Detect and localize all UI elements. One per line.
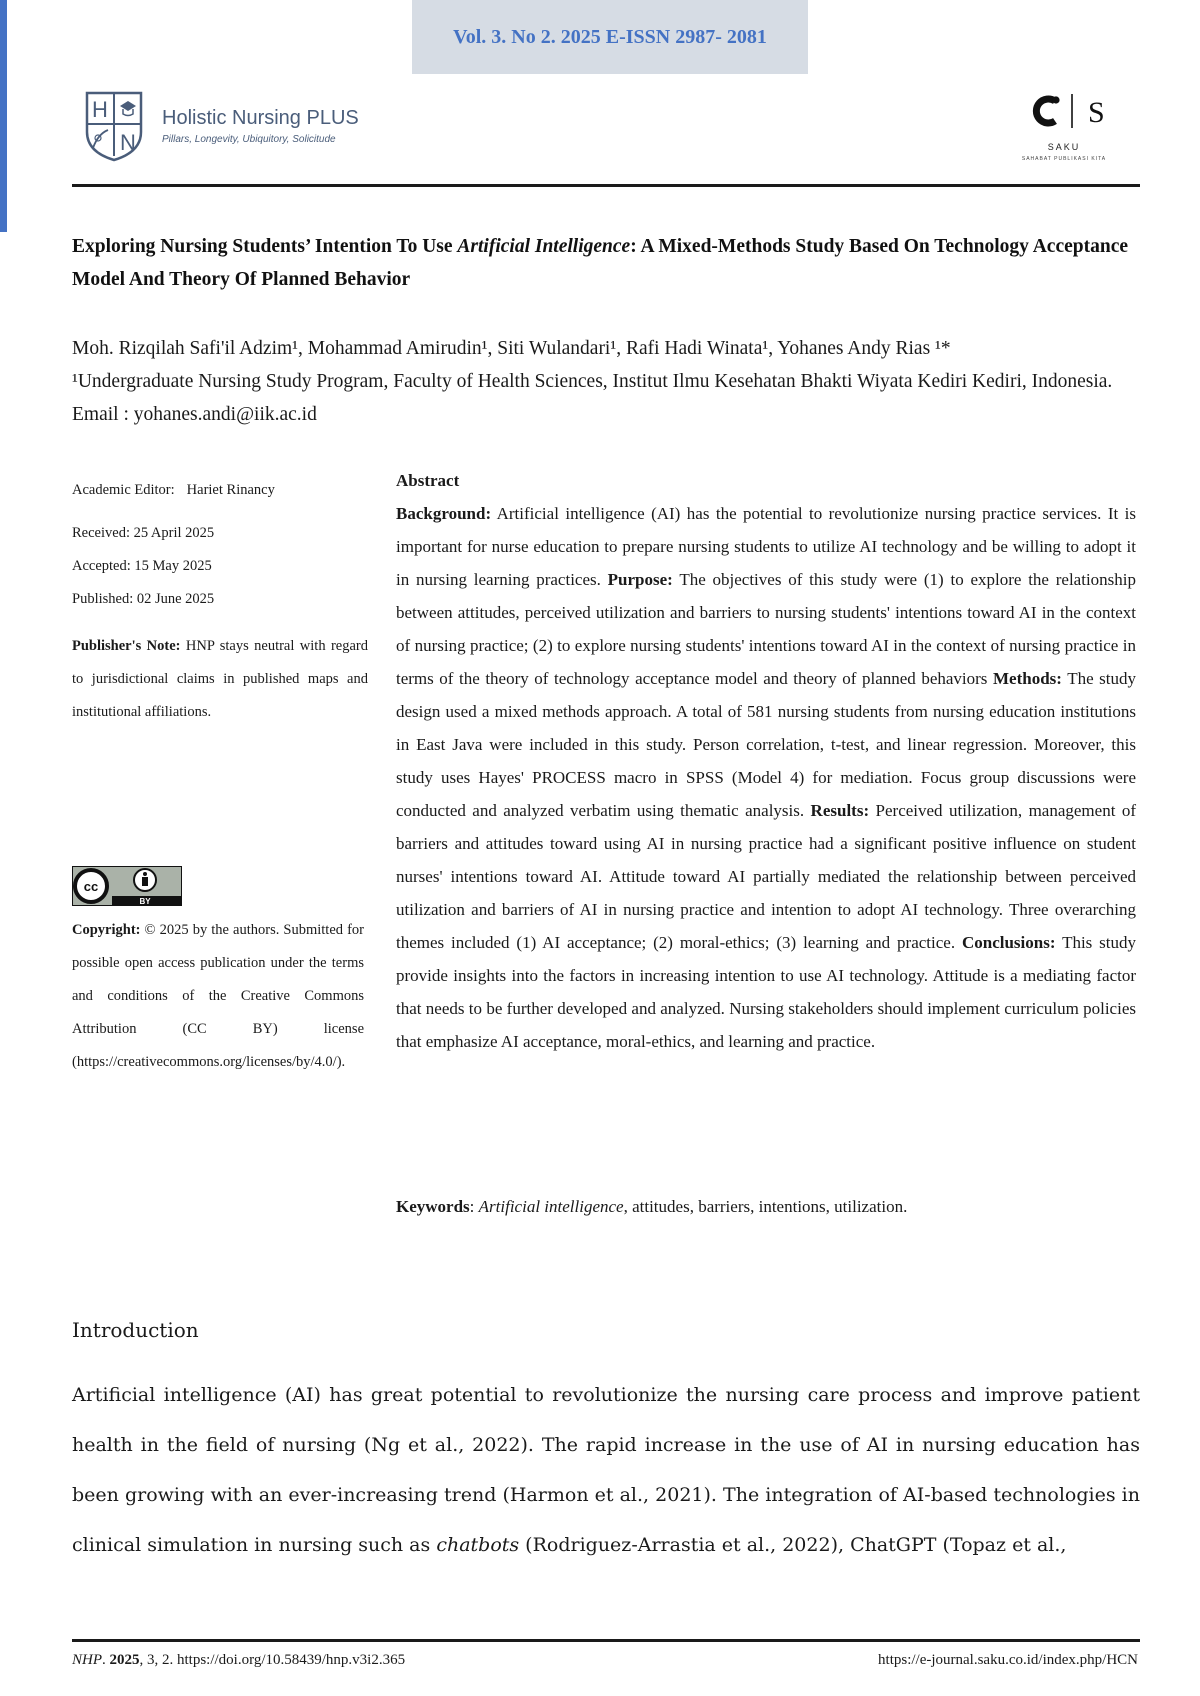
abstract-section [396, 464, 1136, 1058]
title-part-2: : A Mixed-Methods Study Based On Technology Acceptance Model And Theory Of Planned Behavior [72, 236, 1129, 290]
article-title [72, 230, 1140, 296]
introduction-heading: Introduction [72, 1318, 199, 1342]
footer-citation: NHP. 2025, 3, 2. https://doi.org/10.58439/hnp.v3i2.365 [72, 1652, 406, 1668]
intro-text-1: Artificial intelligence (AI) has great potential to revolutionize the nursing care process and improve patient health in the field of nursing (Ng et al., 2022). The rapid increase in the use of AI in nursing education has been growing with an ever-increasing trend (Harmon et al., 2021). The integration of AI-based technologies in clinical simulation in nursing such as [72, 1384, 1140, 1556]
academic-editor-label: Academic Editor: [72, 482, 175, 498]
keywords-label: Keywords [396, 1197, 470, 1216]
cc-by-license-icon [72, 866, 182, 906]
journal-name: Holistic Nursing PLUS [162, 107, 359, 129]
publisher-note [72, 630, 368, 729]
footer-journal-abbr: NHP [72, 1652, 102, 1668]
title-part-1: Exploring Nursing Students’ Intention To Use [72, 236, 458, 257]
affiliation: ¹Undergraduate Nursing Study Program, Faculty of Health Sciences, Institut Ilmu Kesehatan Bhakti Wiyata Kediri Kediri, Indonesia. Email : yohanes.andi@iik.ac.id [72, 371, 1113, 425]
keywords-italic-term: Artificial intelligence [478, 1197, 624, 1216]
received-date: Received: 25 April 2025 [72, 525, 215, 541]
academic-editor [72, 478, 368, 511]
introduction-paragraph [72, 1370, 1140, 1570]
side-accent-bar [0, 0, 7, 232]
purpose-text: The objectives of this study were (1) to explore the relationship between attitudes, perceived utilization and barriers to nursing students' intentions toward AI in the context of nursing practice; (2) to explore nursing students' intentions toward AI in the context of nursing practice in terms of the theory of technology acceptance model and theory of planned behaviors [396, 570, 1137, 688]
abstract-heading: Abstract [396, 471, 460, 490]
background-text: Artificial intelligence (AI) has the potential to revolutionize nursing practice services. It is important for nurse education to prepare nursing students to utilize AI technology and be willing to adopt it in nursing learning practices. [396, 504, 1136, 589]
footer-rule [72, 1639, 1140, 1642]
publisher-note-text: HNP stays neutral with regard to jurisdictional claims in published maps and institutional affiliations. [72, 638, 368, 720]
article-meta-sidebar [72, 478, 368, 729]
conclusions-text: This study provide insights into the factors in increasing intention to use AI technology. Attitude is a mediating factor that needs to be further developed and analyzed. Nursing stakeholders should implement curriculum policies that emphasize AI acceptance, moral-ethics, and learning and practice. [396, 933, 1136, 1051]
results-label: Results: [810, 801, 870, 820]
purpose-label: Purpose: [607, 570, 673, 589]
header-rule [72, 184, 1140, 187]
journal-logo [84, 90, 359, 162]
publisher-note-label: Publisher's Note: [72, 638, 181, 654]
keywords-rest: , attitudes, barriers, intentions, utilization. [623, 1197, 908, 1216]
volume-issue-text: Vol. 3. No 2. 2025 E-ISSN 2987- 2081 [453, 25, 767, 48]
saku-s-letter: S [1088, 96, 1105, 129]
saku-logo-icon [1008, 88, 1120, 140]
saku-name: SAKU [1047, 142, 1081, 152]
keywords: Keywords: Artificial intelligence, attitudes, barriers, intentions, utilization. [396, 1197, 908, 1216]
footer-year: 2025 [109, 1652, 140, 1668]
footer-doi[interactable]: , 3, 2. https://doi.org/10.58439/hnp.v3i2.365 [139, 1652, 406, 1668]
published-date: Published: 02 June 2025 [72, 591, 215, 607]
by-text: BY [139, 897, 151, 906]
copyright-text: © 2025 by the authors. Submitted for possible open access publication under the terms and conditions of the Creative Commons Attribution (CC BY) license (https://creativecommons.org/licenses/by/4.0/). [72, 922, 364, 1070]
copyright-label: Copyright: [72, 922, 141, 938]
copyright-notice [72, 914, 364, 1079]
results-text: Perceived utilization, management of barriers and attitudes toward using AI in nursing practice had a significant positive influence on student nurses' intentions toward AI. Attitude toward AI partially mediated the relationship between perceived utilization and barriers of AI in nursing practice and intention to adopt AI technology. Three overarching themes included (1) AI acceptance; (2) moral-ethics; (3) learning and practice. [396, 801, 1136, 952]
author-block [72, 332, 1152, 431]
academic-editor-value: Hariet Rinancy [186, 482, 275, 498]
volume-issue-banner [412, 0, 808, 74]
intro-italic-term: chatbots [436, 1534, 520, 1556]
cc-text: cc [83, 879, 99, 894]
accepted-date: Accepted: 15 May 2025 [72, 558, 212, 574]
conclusions-label: Conclusions: [961, 933, 1056, 952]
publisher-logo [1008, 88, 1120, 168]
logo-h-letter: H [92, 97, 108, 122]
abstract-body [396, 497, 1136, 1058]
saku-subtitle: SAHABAT PUBLIKASI KITA [1021, 156, 1107, 162]
cc-by-badge[interactable] [72, 866, 182, 910]
title-italic-term: Artificial Intelligence [457, 236, 631, 257]
authors-list: Moh. Rizqilah Safi'il Adzim¹, Mohammad Amirudin¹, Siti Wulandari¹, Rafi Hadi Winata¹, Yohanes Andy Rias ¹* [72, 338, 951, 359]
journal-tagline: Pillars, Longevity, Ubiquitory, Solicitude [162, 134, 336, 145]
intro-text-2: (Rodriguez-Arrastia et al., 2022), ChatGPT (Topaz et al., [519, 1534, 1067, 1556]
methods-label: Methods: [992, 669, 1062, 688]
hn-shield-icon [84, 90, 144, 162]
methods-text: The study design used a mixed methods approach. A total of 581 nursing students from nursing education institutions in East Java were included in this study. Person correlation, t-test, and linear regression. Moreover, this study uses Hayes' PROCESS macro in SPSS (Model 4) for mediation. Focus group discussions were conducted and analyzed verbatim using thematic analysis. [396, 669, 1136, 820]
logo-n-letter: N [120, 130, 136, 155]
background-label: Background: [396, 504, 492, 523]
footer-journal-url[interactable]: https://e-journal.saku.co.id/index.php/HCN [878, 1652, 1138, 1668]
